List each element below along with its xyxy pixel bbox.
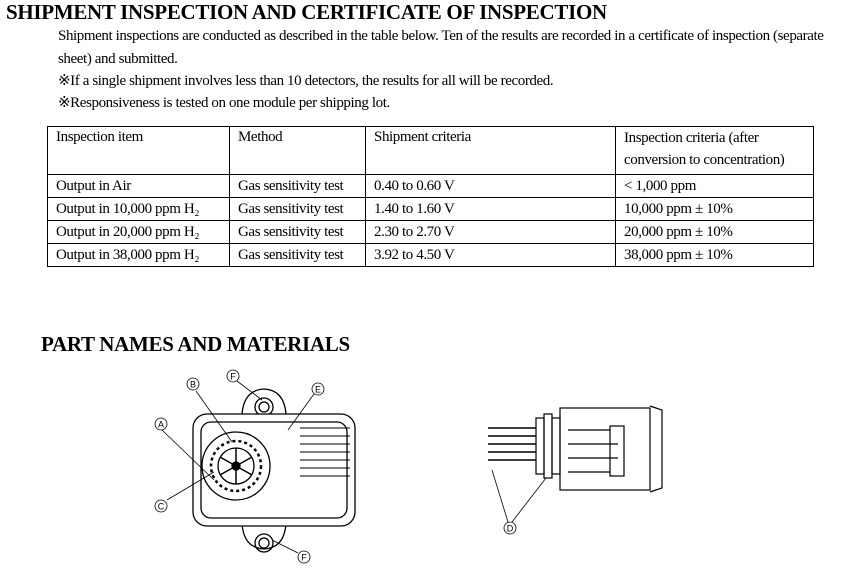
note-line-detectors: ※If a single shipment involves less than 10 detectors, the results for all will be recorded. <box>58 73 554 89</box>
sensor-side-view <box>488 406 662 492</box>
cell-concentration: 10,000 ppm ± 10% <box>616 198 814 221</box>
connector-latch <box>610 426 624 476</box>
header-method: Method <box>230 127 366 175</box>
housing-body <box>193 414 355 526</box>
label-d-text: D <box>506 523 514 534</box>
cell-item: Output in Air <box>48 175 230 198</box>
sensor-front-view <box>193 389 355 552</box>
label-c-text: C <box>157 501 165 512</box>
label-f-top-text: F <box>230 371 236 382</box>
cell-method: Gas sensitivity test <box>230 244 366 267</box>
label-b-text: B <box>189 379 197 390</box>
cell-item: Output in 38,000 ppm H₂ <box>48 244 230 267</box>
seal-ring-3 <box>552 418 560 474</box>
leader-f-bottom <box>272 540 298 553</box>
cell-item: Output in 10,000 ppm H₂ <box>48 198 230 221</box>
header-inspection-criteria-line2: conversion to concentration) <box>624 152 785 168</box>
seal-ring-2 <box>544 414 552 478</box>
header-inspection-item: Inspection item <box>48 127 230 175</box>
cell-criteria: 1.40 to 1.60 V <box>366 198 616 221</box>
sensor-center <box>232 462 240 470</box>
label-e-text: E <box>314 384 322 395</box>
label-a <box>155 418 167 430</box>
top-mount-hole <box>255 398 273 416</box>
leader-d-1 <box>492 470 508 522</box>
seal-ring-1 <box>536 418 544 474</box>
label-f-bottom-text: F <box>301 552 307 563</box>
cell-criteria: 0.40 to 0.60 V <box>366 175 616 198</box>
label-c <box>155 500 167 512</box>
label-a-text: A <box>157 419 165 430</box>
connector-end <box>650 406 662 492</box>
cell-concentration: 38,000 ppm ± 10% <box>616 244 814 267</box>
cell-method: Gas sensitivity test <box>230 221 366 244</box>
section-title-part-names: PART NAMES AND MATERIALS <box>41 332 350 356</box>
label-e <box>312 383 324 395</box>
paragraph-line-2: sheet) and submitted. <box>58 51 178 67</box>
cell-method: Gas sensitivity test <box>230 198 366 221</box>
label-f-top <box>227 370 239 382</box>
paragraph-line-1: Shipment inspections are conducted as described in the table below. Ten of the results are recorded in a certificate of inspection (separate <box>58 28 824 44</box>
bottom-mount-ear <box>242 524 286 549</box>
top-mount-hole-inner <box>259 402 269 412</box>
note-line-responsiveness: ※Responsiveness is tested on one module per shipping lot. <box>58 95 390 111</box>
connector-body <box>560 408 650 490</box>
cell-criteria: 2.30 to 2.70 V <box>366 221 616 244</box>
label-b <box>187 378 199 390</box>
leader-d-2 <box>512 478 546 522</box>
cell-concentration: 20,000 ppm ± 10% <box>616 221 814 244</box>
cell-concentration: < 1,000 ppm <box>616 175 814 198</box>
section-title-shipment-inspection: SHIPMENT INSPECTION AND CERTIFICATE OF INSPECTION <box>6 0 607 24</box>
label-f-bottom <box>298 551 310 563</box>
header-inspection-criteria-line1: Inspection criteria (after <box>624 130 759 146</box>
header-shipment-criteria: Shipment criteria <box>366 127 616 175</box>
label-d <box>504 522 516 534</box>
cell-method: Gas sensitivity test <box>230 175 366 198</box>
bottom-mount-hole-inner <box>259 538 269 548</box>
side-leader-lines <box>492 470 546 522</box>
cable-wires <box>488 428 536 460</box>
cell-criteria: 3.92 to 4.50 V <box>366 244 616 267</box>
cell-item: Output in 20,000 ppm H₂ <box>48 221 230 244</box>
